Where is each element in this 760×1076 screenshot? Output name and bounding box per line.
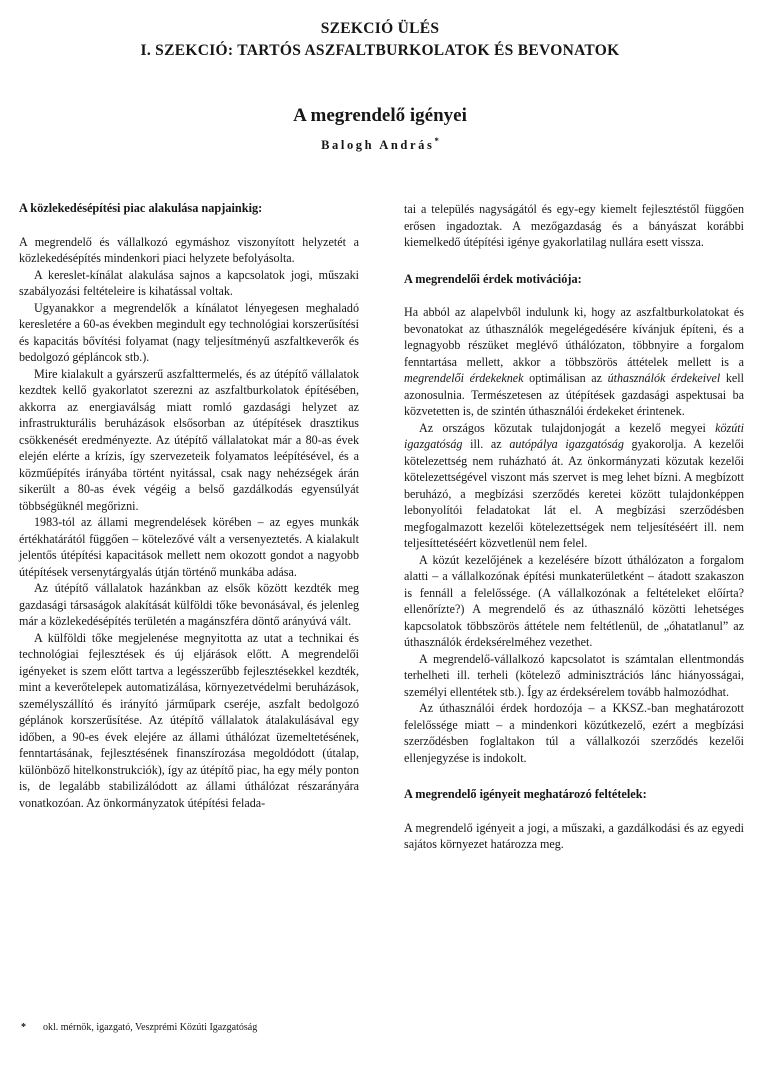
paragraph: A megrendelő-vállalkozó kapcsolatot is számtalan ellentmondás terhelheti ill. terheli (kötelező adminisztrációs lánc hiányosságai, személyi ellentétek stb.). Így az érdeksérelem tovább halmozódhat.	[404, 651, 744, 699]
section-heading-market: A közlekedésépítési piac alakulása napjainkig:	[19, 201, 263, 215]
paragraph: Mire kialakult a gyárszerű aszfalttermelés, és az útépítő vállalatok kezdtek kellő gyakorlatot szerezni az aszfaltburkolatok építésében, akkorra az energiaválság miatt romló gazdasági helyzet az infrastrukturális beruházások elsősorban az útépítések drasztikus csökkenését eredményezte. Az útépítő vállalatokat már a 80-as évek elején elérte a krízis, így szervezeteik folyamatos leépítésével, és a közműépítés irányába történt nyitással, csak nagy nehézségek árán sikerült a 80-as évek végéig a belső gazdálkodás egyensúlyát többségüknél megőrizni.	[19, 366, 359, 513]
paragraph: A közút kezelőjének a kezelésére bízott úthálózaton a forgalom alatti – a vállalkozónak építési munkaterületként – átadott szakaszon is fennáll a felelőssége. (A vállalkozónak a feltételeket előírta? ellenőrízte?) A megrendelő és az úthasználó közötti lehetséges kapcsolatok többszörös áttétele nem feltétlenül, de „óhatatlanul” az úthasználók érdeksérelméhez vezethet.	[404, 552, 744, 649]
paragraph: tai a település nagyságától és egy-egy kiemelt fejlesztéstől függően erősen ingadoztak. A mezőgazdaság és a bányászat korábbi kiemelkedő útépítési igénye gyakorlatilag nullára esett vissza.	[404, 202, 744, 249]
footnote-mark: *	[21, 1022, 26, 1033]
paragraph: Az úthasználói érdek hordozója – a KKSZ.-ban meghatározott felelőssége miatt – a mindenkori közútkezelő, ezért a megbízási szerződésben foglaltakon túl a vállalkozói szerződés kezelői ellenjegyzése is indokolt.	[404, 701, 744, 765]
right-column	[404, 201, 744, 853]
subsection-header: I. SZEKCIÓ: TARTÓS ASZFALTBURKOLATOK ÉS BEVONATOK	[140, 42, 620, 59]
left-column	[19, 200, 359, 811]
emphasis: megrendelői érdekeknek	[404, 371, 524, 385]
section-heading-conditions: A megrendelő igényeit meghatározó feltételek:	[404, 787, 647, 801]
article-title: A megrendelő igényei	[293, 105, 467, 126]
paragraph: Ha abból az alapelvből indulunk ki, hogy az aszfaltburkolatokat és bevonatokat az úthasználók megelégedésére kívánjuk építeni, és a legnagyobb részüket meglévő úthálózaton, többnyire a forgalom fenntartása mellett, akkor a többszörös áttételek mellett is a megrendelői érdekeknek optimálisan az úthasználók érdekeivel kell azonosulnia. Természetesen az útépítések gazdasági aspektusai ba közvetetten is, de szintén úthasználói érdekeket érintenek.	[404, 305, 744, 418]
paragraph: A külföldi tőke megjelenése megnyitotta az utat a technikai és technológiai fejlesztések és új eljárások előtt. A megrendelői igényeket is szem előtt tartva a legésszerűbb fejlesztésekkel kezdték, mint a keverőtelepek automatizálása, környezetvédelmi beruházások, személyszállító és irányító járműpark cseréje, aszfalt bedolgozó géplánok korszerűsítése. Az útépítő vállalatok átalakulásával egy időben, a 90-es évek elejére az állami úthálózat üzemeltetésének, fenntartásának, fejlesztésének finanszírozása megoldódott (útalap, különböző hitelkonstrukciók), így az útépítő piac, ha egy mély ponton is, de legalább stabilizálódott az állami úthálózat részarányára vonatkozóan. Az önkormányzatok útépítési felada-	[19, 630, 359, 810]
paragraph: A kereslet-kínálat alakulása sajnos a kapcsolatok jogi, műszaki szabályozási feltételeire is kihatással voltak.	[19, 267, 359, 298]
footnote-text: okl. mérnök, igazgató, Veszprémi Közúti Igazgatóság	[43, 1022, 258, 1033]
paragraph: A megrendelő és vállalkozó egymáshoz viszonyított helyzetét a közlekedésépítés mindenkori piaci helyzete befolyásolta.	[19, 234, 359, 265]
paragraph: Az útépítő vállalatok hazánkban az elsők között kezdték meg gazdasági társaságok alakítását külföldi tőke bevonásával, és jelenleg már a közlekedésépítés területén a magánszféra döntő arányúvá vált.	[19, 581, 359, 628]
emphasis: autópálya igazgatóság	[509, 437, 624, 451]
author-footnote-mark: *	[434, 136, 439, 146]
paragraph: Az országos közutak tulajdonjogát a kezelő megyei közúti igazgatóság ill. az autópálya igazgatóság gyakorolja. A kezelői kötelezettség nem ruházható át. Az önkormányzati közutak kezelői kötelezettségével viszont más szervet is meg lehet bízni. A megbízott beruházó, a megbízási szerződés keretei között tulajdonképpen lebonyolítói feladatokat lát el. A megbízási szerződésben megfogalmazott kezelői kötelezettségek nem teljesítéséért ill. nem teljesíttetéséért közvetlenül nem felel.	[404, 420, 744, 550]
paragraph: 1983-tól az állami megrendelések körében – az egyes munkák értékhatárától függően – kötelezővé vált a versenyeztetés. A kialakult jelentős útépítési kapacitások mellett nem okozott gondot a nagyobb útépítések versenytárgyalás útján történő munkába adása.	[19, 515, 359, 579]
emphasis: közúti igazgatóság	[404, 420, 744, 451]
author-name: Balogh András	[321, 138, 435, 153]
author-line	[0, 136, 760, 153]
paragraph: A megrendelő igényeit a jogi, a műszaki, a gazdálkodási és az egyedi sajátos környezet határozza meg.	[404, 820, 744, 851]
section-heading-motivation: A megrendelői érdek motivációja:	[404, 271, 582, 286]
section-header: SZEKCIÓ ÜLÉS	[320, 20, 440, 37]
emphasis: úthasználók érdekeivel	[607, 371, 721, 385]
footnote	[21, 1022, 257, 1033]
paragraph: Ugyanakkor a megrendelők a kínálatot lényegesen meghaladó keresletére a 60-as években megindult egy technológiai korszerűsítési és kapacitás bővítési folyamat (nagy teljesítményű aszfaltkeverők és bedolgozó gépláncok stb.).	[19, 300, 359, 364]
